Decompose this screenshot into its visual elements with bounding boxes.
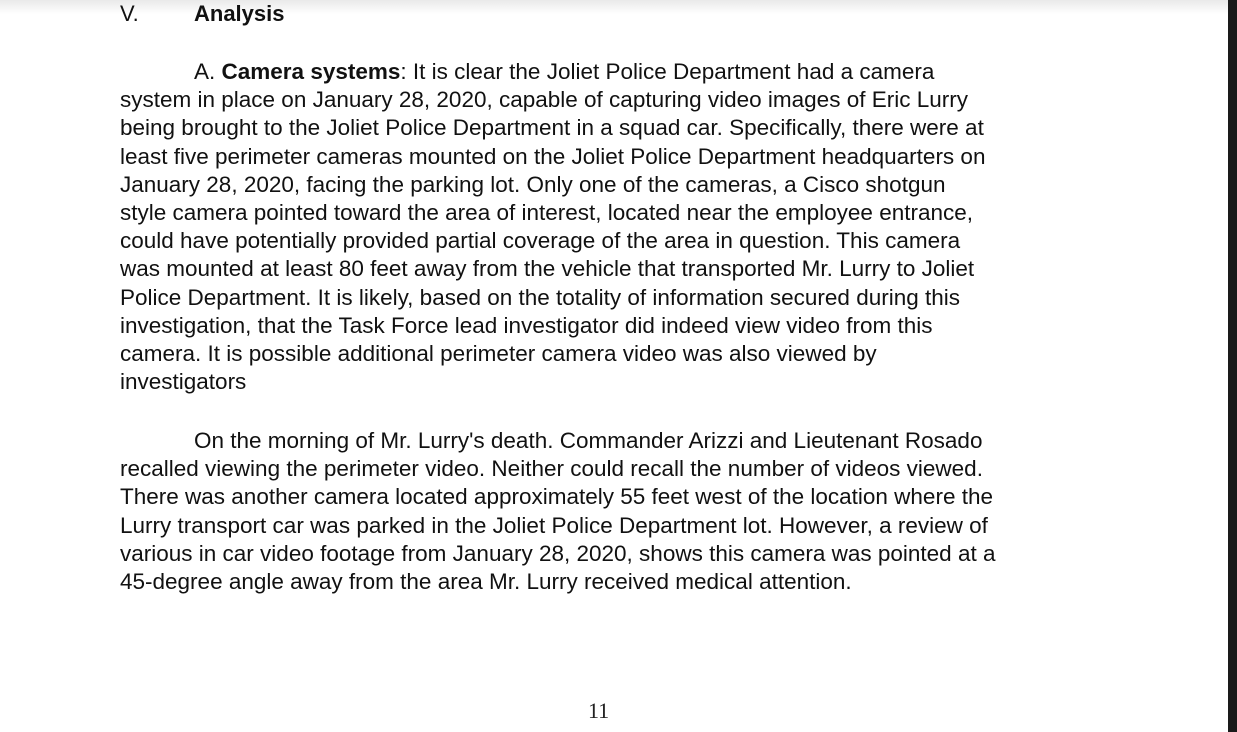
subsection-prefix: A.: [194, 59, 222, 84]
paragraph-line: [120, 58, 1120, 86]
paragraph-line: On the morning of Mr. Lurry's death. Commander Arizzi and Lieutenant Rosado: [194, 428, 983, 453]
line-text: : It is clear the Joliet Police Department had a camera: [400, 59, 935, 84]
paragraph-line: style camera pointed toward the area of interest, located near the employee entrance,: [120, 200, 974, 226]
paragraph-morning-review: [120, 427, 1120, 596]
paragraph-line: system in place on January 28, 2020, capable of capturing video images of Eric Lurry: [120, 87, 968, 113]
paragraph-line: could have potentially provided partial coverage of the area in question. This camera: [120, 228, 961, 254]
paragraph-line: Police Department. It is likely, based on the totality of information secured during this: [120, 284, 961, 310]
paragraph-line: Lurry transport car was parked in the Joliet Police Department lot. However, a review of: [120, 512, 988, 538]
section-number: V.: [120, 1, 139, 26]
paragraph-line: 45-degree angle away from the area Mr. Lurry received medical attention.: [120, 569, 852, 595]
paragraph-line: camera. It is possible additional perimeter camera video was also viewed by: [120, 341, 877, 367]
section-title: Analysis: [194, 1, 285, 26]
paragraph-line: was mounted at least 80 feet away from the vehicle that transported Mr. Lurry to Joliet: [120, 256, 975, 282]
paragraph-line: investigators: [120, 369, 247, 395]
paragraph-line: investigation, that the Task Force lead investigator did indeed view video from this: [120, 312, 933, 338]
paragraph-camera-systems: [120, 58, 1120, 396]
paragraph-line: various in car video footage from January 28, 2020, shows this camera was pointed at a: [120, 540, 996, 566]
paragraph-line: January 28, 2020, facing the parking lot. Only one of the cameras, a Cisco shotgun: [120, 171, 946, 197]
paragraph-line: There was another camera located approximately 55 feet west of the location where the: [120, 484, 993, 510]
paragraph-line: least five perimeter cameras mounted on the Joliet Police Department headquarters on: [120, 143, 986, 169]
paragraph-line: recalled viewing the perimeter video. Neither could recall the number of videos viewed.: [120, 456, 983, 482]
section-heading: [120, 1, 285, 27]
paragraph-line: being brought to the Joliet Police Department in a squad car. Specifically, there were at: [120, 115, 984, 141]
page-edge: [1228, 0, 1237, 732]
subsection-title: Camera systems: [221, 59, 401, 84]
page-number: 11: [588, 698, 610, 723]
